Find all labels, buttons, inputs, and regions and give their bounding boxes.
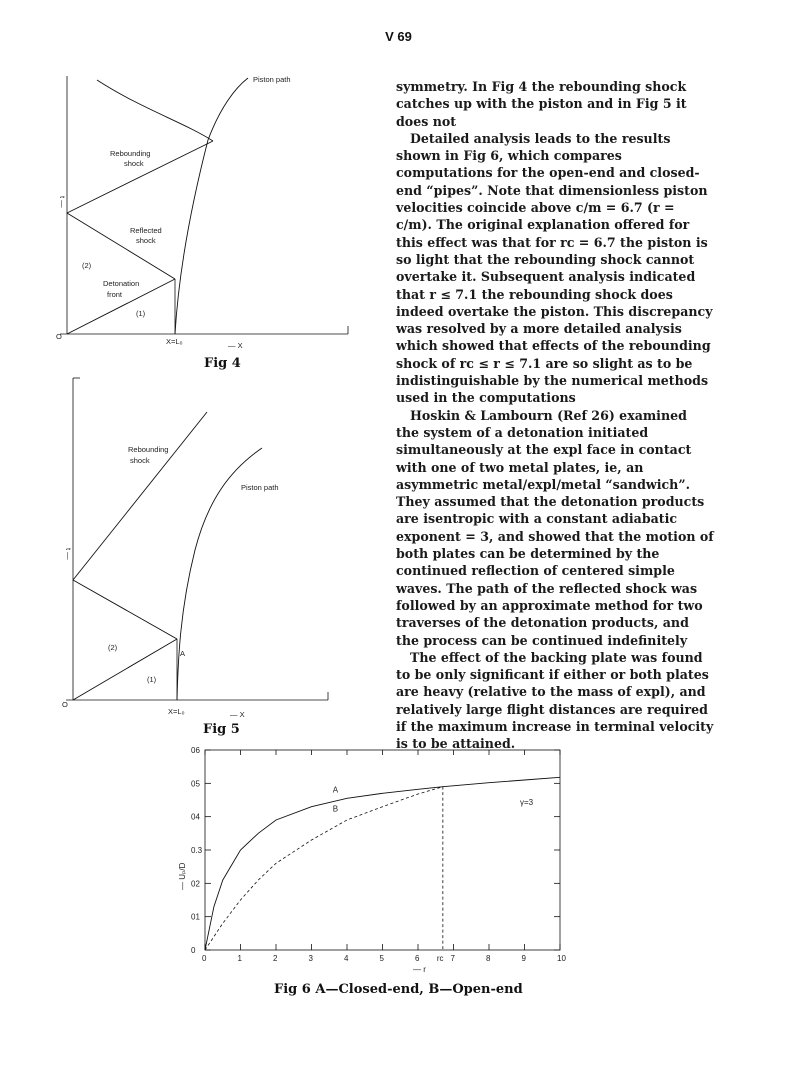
fig4-label-region2: (2) — [82, 261, 92, 270]
fig6-xlabel: — r — [413, 965, 426, 974]
page-header: V 69 — [385, 29, 412, 44]
fig5-label-region1: (1) — [147, 675, 157, 684]
fig5-label-region2: (2) — [108, 643, 118, 652]
fig6-x-tick-label: 8 — [486, 954, 491, 963]
fig6-x-tick-label: 7 — [450, 954, 455, 963]
fig5-caption: Fig 5 — [203, 722, 240, 737]
fig4-caption: Fig 4 — [204, 356, 241, 371]
fig4-label-x-lo: X=L₀ — [166, 337, 183, 346]
fig5-rebounding-shock — [73, 412, 207, 580]
fig5-label-piston-path: Piston path — [241, 483, 279, 492]
paragraph-4: The effect of the backing plate was found to be only significant if either or both plates are heavy (relative to the mass of expl), and relatively large flight distances are required if the maximum increase in terminal velocity is to be attained. — [396, 649, 714, 752]
fig6-x-tick-label: 6 — [415, 954, 420, 963]
fig6-y-tick-label: 02 — [191, 879, 200, 889]
paragraph-1: symmetry. In Fig 4 the rebounding shock catches up with the piston and in Fig 5 it does not — [396, 79, 687, 129]
fig6-x-tick-label: 0 — [202, 954, 207, 963]
fig6-rc-label: rᴄ — [436, 954, 444, 963]
fig4-label-origin: O — [56, 332, 62, 341]
paragraph-2: Detailed analysis leads to the results shown in Fig 6, which compares computations for the open-end and closed-end “pipes”. Note that dimensionless piston velocities coincide above c/m = 6.7 (r = c/m). The original explanation offered for this effect was that for rᴄ = 6.7 the piston is so light that the rebounding shock cannot overtake it. Subsequent analysis indicated that r ≤ 7.1 the rebounding shock does indeed overtake the piston. This discrepancy was resolved by a more detailed analysis which showed that effects of the rebounding shock of rᴄ ≤ r ≤ 7.1 are so slight as to be indistinguishable by the numerical methods used in the computations — [396, 130, 713, 406]
fig6-x-tick-label: 4 — [344, 954, 349, 963]
fig6-ylabel: — Uₚ/D — [178, 862, 187, 890]
fig5-label-x-lo: X=L₀ — [168, 707, 185, 716]
fig6-x-tick-label: 3 — [308, 954, 313, 963]
fig6-x-tick-label: 1 — [237, 954, 242, 963]
fig6-y-tick-label: 04 — [191, 812, 200, 822]
fig5-label-rebounding: Rebounding — [128, 445, 169, 454]
fig6-series-a-label: A — [332, 785, 339, 795]
fig6-series-b-label: B — [332, 804, 339, 814]
fig4-diagram — [0, 68, 390, 368]
fig6-chart — [160, 740, 580, 980]
fig4-label-shock: shock — [124, 159, 144, 168]
fig6-y-tick-label: 06 — [191, 746, 200, 755]
fig5-label-point-a: A — [180, 649, 186, 658]
fig4-label-front: front — [107, 290, 123, 299]
fig4-rebounding-shock — [97, 80, 213, 141]
fig6-plot-frame — [205, 750, 560, 950]
fig6-caption: Fig 6 A—Closed-end, B—Open-end — [274, 982, 523, 997]
fig6-y-tick-label: 0 — [191, 946, 196, 955]
fig5-diagram — [0, 370, 390, 730]
paragraph-3: Hoskin & Lambourn (Ref 26) examined the system of a detonation initiated simultaneously at the expl face in contact with one of two metal plates, ie, an asymmetric metal/expl/metal “sandwich”. They assumed that the detonation products are isentropic with a constant adiabatic exponent = 3, and showed that the motion of both plates can be determined by the continued reflection of centered simple waves. The path of the reflected shock was followed by an approximate method for two traverses of the detonation products, and the process can be continued indefinitely — [396, 407, 714, 648]
fig5-label-x-axis: — X — [230, 710, 245, 719]
fig6-series-b-line — [205, 787, 443, 950]
fig4-label-piston-path: Piston path — [253, 75, 291, 84]
fig6-x-tick-label: 9 — [521, 954, 526, 963]
body-text-column — [396, 78, 714, 753]
fig5-label-origin: O — [62, 700, 68, 709]
fig6-y-tick-label: 0.3 — [191, 846, 203, 855]
fig6-annotation-gamma: γ=3 — [520, 798, 534, 807]
fig5-label-t-axis: t — — [64, 548, 73, 560]
fig6-x-tick-label: 2 — [273, 954, 278, 963]
fig6-series-a-line — [205, 777, 560, 950]
fig4-label-detonation: Detonation — [103, 279, 140, 288]
fig6-y-tick-label: 01 — [191, 912, 200, 922]
fig4-label-t-axis: t — — [58, 196, 67, 208]
fig5-label-shock: shock — [130, 456, 150, 465]
fig6-x-tick-label: 5 — [379, 954, 384, 963]
fig4-label-reflected: Reflected — [130, 226, 162, 235]
fig6-x-tick-label: 10 — [557, 954, 566, 963]
fig4-label-rebounding: Rebounding — [110, 149, 151, 158]
fig4-label-shock2: shock — [136, 236, 156, 245]
fig4-label-region1: (1) — [136, 309, 146, 318]
fig4-piston-path — [175, 78, 248, 334]
fig6-y-tick-label: 05 — [191, 779, 200, 789]
fig4-label-x-axis: — X — [228, 341, 243, 350]
